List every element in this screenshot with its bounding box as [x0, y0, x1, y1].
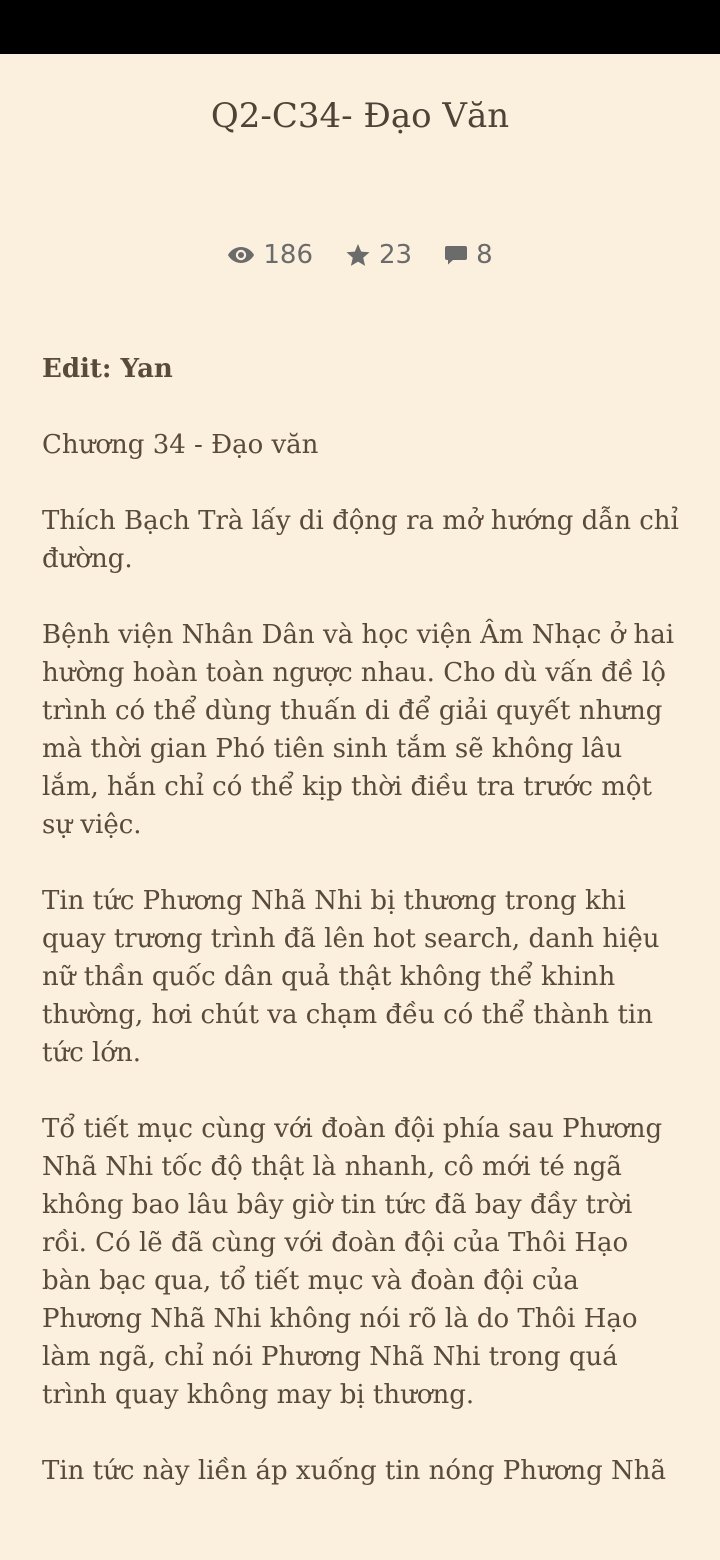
view-count-value: 186	[263, 240, 313, 270]
chapter-title: Q2-C34- Đạo Văn	[210, 96, 510, 136]
comment-count	[444, 240, 493, 270]
chapter-content	[42, 350, 682, 1528]
reader-page[interactable]	[0, 54, 720, 1560]
paragraph: Chương 34 - Đạo văn	[42, 430, 319, 460]
star-count-value: 23	[379, 240, 413, 270]
paragraph: Tin tức Phương Nhã Nhi bị thương trong khi quay trương trình đã lên hot search, danh hiệu nữ thần quốc dân quả thật không thể khinh thường, hơi chút va chạm đều có thể thành tin tức lớn.	[42, 886, 660, 1068]
status-bar	[0, 0, 720, 54]
comment-count-value: 8	[476, 240, 493, 270]
paragraph: Tổ tiết mục cùng với đoàn đội phía sau Phương Nhã Nhi tốc độ thật là nhanh, cô mới té ngã không bao lâu bây giờ tin tức đã bay đầy trời rồi. Có lẽ đã cùng với đoàn đội của Thôi Hạo bàn bạc qua, tổ tiết mục và đoàn đội của Phương Nhã Nhi không nói rõ là do Thôi Hạo làm ngã, chỉ nói Phương Nhã Nhi trong quá trình quay không may bị thương.	[42, 1114, 663, 1410]
comment-icon	[444, 244, 468, 266]
editor-credit: Edit: Yan	[42, 354, 173, 384]
paragraph: Thích Bạch Trà lấy di động ra mở hướng dẫn chỉ đường.	[42, 506, 679, 574]
view-count	[227, 240, 313, 270]
paragraph: Tin tức này liền áp xuống tin nóng Phương Nhã	[42, 1456, 667, 1486]
star-icon	[345, 243, 371, 267]
star-count	[345, 240, 412, 270]
paragraph: Bệnh viện Nhân Dân và học viện Âm Nhạc ở hai hường hoàn toàn ngược nhau. Cho dù vấn đề lộ trình có thể dùng thuấn di để giải quyết nhưng mà thời gian Phó tiên sinh tắm sẽ không lâu lắm, hắn chỉ có thể kịp thời điều tra trước một sự việc.	[42, 620, 675, 840]
chapter-stats	[0, 240, 720, 270]
eye-icon	[227, 245, 255, 265]
